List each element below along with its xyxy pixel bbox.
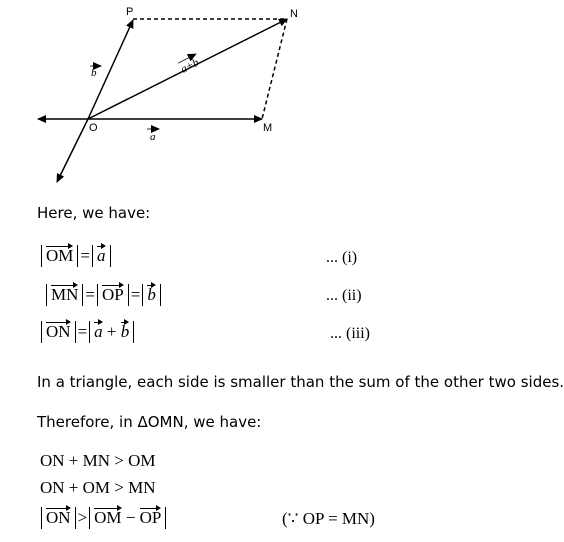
- equation-ref-2: ... (ii): [326, 287, 362, 304]
- vec-on: ON: [46, 322, 71, 341]
- equation-1: OM = a: [41, 245, 111, 267]
- inequality-2: ON + OM > MN: [40, 478, 156, 497]
- label-o: O: [89, 122, 98, 134]
- vector-sum-label: a+b: [178, 56, 201, 76]
- because-note: (∵ OP = MN): [282, 509, 375, 528]
- therefore-text: Therefore, in ΔOMN, we have:: [37, 413, 262, 431]
- vec-op: OP: [102, 285, 124, 304]
- equation-2: MN = OP = b: [46, 284, 161, 306]
- inequality-3: ON > OM − OP: [41, 507, 166, 529]
- label-p: P: [126, 6, 134, 18]
- vec-mn: MN: [51, 285, 79, 304]
- equation-3: ON = a + b: [41, 321, 134, 343]
- intro-text: Here, we have:: [37, 204, 151, 222]
- vec-a: a: [97, 246, 106, 265]
- parallelogram-diagram: [0, 0, 564, 200]
- vector-a-label: a: [150, 131, 156, 143]
- equation-ref-1: ... (i): [326, 249, 358, 266]
- vector-b-label: b: [91, 67, 97, 79]
- inequality-1: ON + MN > OM: [40, 451, 156, 470]
- label-m: M: [263, 122, 273, 134]
- vec-om: OM: [46, 246, 74, 265]
- triangle-fact-text: In a triangle, each side is smaller than the sum of the other two sides.: [37, 373, 564, 391]
- vec-b: b: [147, 285, 156, 304]
- label-n: N: [290, 8, 298, 20]
- line-op-extension: [57, 119, 88, 182]
- equation-ref-3: ... (iii): [330, 325, 370, 342]
- line-nm: [262, 19, 287, 119]
